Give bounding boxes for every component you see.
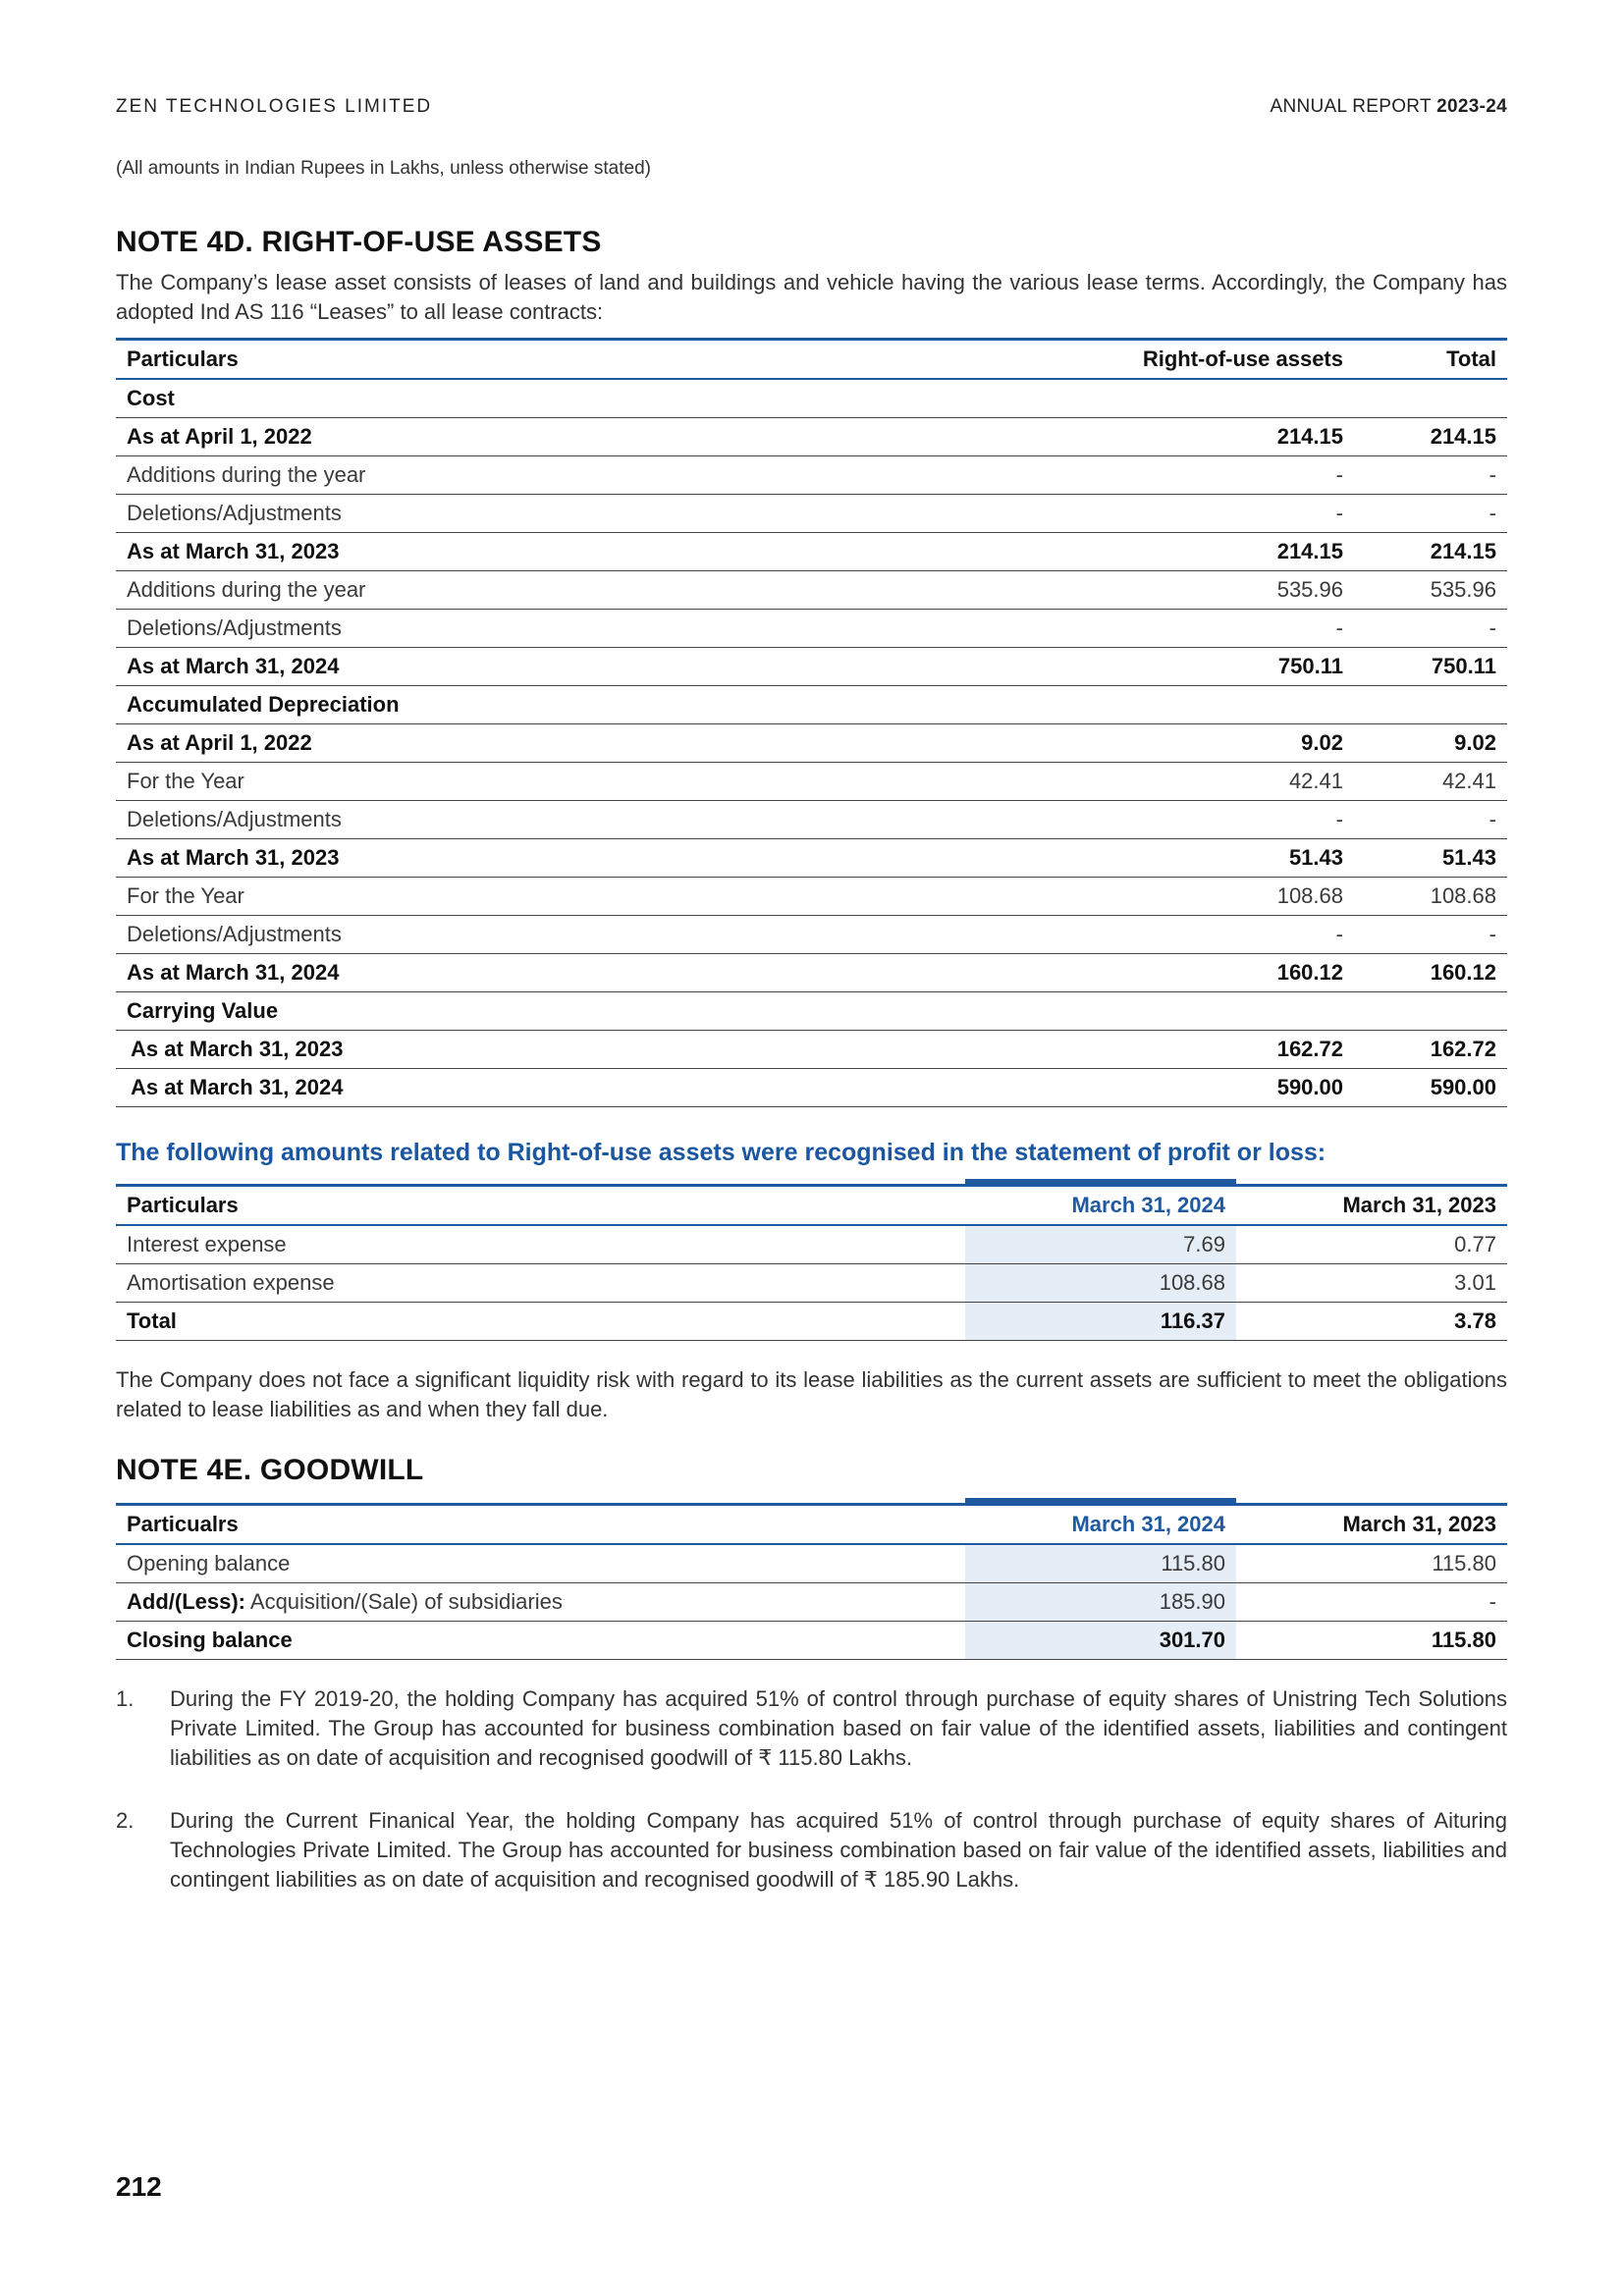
row-total: - (1354, 610, 1507, 648)
row-label (116, 1544, 965, 1583)
row-label: Accumulated Depreciation (116, 686, 975, 724)
row-rou: - (975, 916, 1354, 954)
row-rou: 750.11 (975, 648, 1354, 686)
column-header-particulars: Particulars (116, 1186, 965, 1226)
row-total: 214.15 (1354, 418, 1507, 456)
table-row (116, 801, 1507, 839)
row-label (116, 1583, 965, 1622)
list-item (116, 1806, 1507, 1895)
row-rou: 214.15 (975, 533, 1354, 571)
page-number: 212 (116, 2171, 162, 2202)
row-label-bold: Add/(Less): (127, 1589, 245, 1614)
table-row (116, 1303, 1507, 1341)
row-previous-year: 115.80 (1236, 1622, 1507, 1660)
row-total: 535.96 (1354, 571, 1507, 610)
table-row (116, 1583, 1507, 1622)
row-label: As at April 1, 2022 (116, 418, 975, 456)
list-item-text: During the FY 2019-20, the holding Company has acquired 51% of control through purchase of equity shares of Unistring Tech Solutions Private Limited. The Group has accounted for business combination based on fair value of the identified assets, liabilities and contingent liabilities as on date of acquisition and recognised goodwill of ₹ 115.80 Lakhs. (170, 1686, 1507, 1770)
table-row (116, 1622, 1507, 1660)
column-header-particulars: Particualrs (116, 1505, 965, 1545)
row-label: For the Year (116, 763, 975, 801)
row-previous-year: 3.78 (1236, 1303, 1507, 1341)
column-header-total: Total (1354, 340, 1507, 380)
list-item-index: 2. (116, 1808, 135, 1833)
row-total (1354, 379, 1507, 418)
row-previous-year: 3.01 (1236, 1264, 1507, 1303)
table-row (116, 916, 1507, 954)
row-total: - (1354, 801, 1507, 839)
row-rou: 214.15 (975, 418, 1354, 456)
row-rou: 51.43 (975, 839, 1354, 878)
column-header-previous-year: March 31, 2023 (1236, 1186, 1507, 1226)
table-row (116, 648, 1507, 686)
row-label: As at April 1, 2022 (116, 724, 975, 763)
column-header-previous-year: March 31, 2023 (1236, 1505, 1507, 1545)
note-4d-title: NOTE 4D. RIGHT-OF-USE ASSETS (116, 226, 602, 258)
row-label: As at March 31, 2023 (116, 1031, 975, 1069)
row-label: Deletions/Adjustments (116, 610, 975, 648)
row-label: Additions during the year (116, 571, 975, 610)
page-header (116, 96, 1507, 120)
column-header-particulars: Particulars (116, 340, 975, 380)
table-row (116, 992, 1507, 1031)
row-label-bold: Closing balance (127, 1628, 293, 1652)
row-total: 162.72 (1354, 1031, 1507, 1069)
row-rou: - (975, 456, 1354, 495)
note-4d-intro: The Company’s lease asset consists of leases of land and buildings and vehicle having the various lease terms. Accordingly, the Company has adopted Ind AS 116 “Leases” to all lease contracts: (116, 270, 1507, 324)
pl-table (116, 1184, 1507, 1341)
row-total: 750.11 (1354, 648, 1507, 686)
table-row (116, 878, 1507, 916)
row-previous-year: 115.80 (1236, 1544, 1507, 1583)
table-row (116, 456, 1507, 495)
row-label: Carrying Value (116, 992, 975, 1031)
row-previous-year: 0.77 (1236, 1225, 1507, 1264)
row-current-year: 7.69 (965, 1225, 1236, 1264)
table-row (116, 763, 1507, 801)
row-rou: 162.72 (975, 1031, 1354, 1069)
table-row (116, 839, 1507, 878)
row-label: Deletions/Adjustments (116, 495, 975, 533)
row-label: As at March 31, 2024 (116, 954, 975, 992)
row-label: Interest expense (116, 1225, 965, 1264)
row-rou (975, 379, 1354, 418)
row-rou: - (975, 495, 1354, 533)
row-rou (975, 992, 1354, 1031)
column-header-rou: Right-of-use assets (975, 340, 1354, 380)
pl-heading: The following amounts related to Right-of-use assets were recognised in the statement of profit or loss: (116, 1139, 1326, 1166)
column-header-current-year: March 31, 2024 (965, 1186, 1236, 1226)
row-label: Total (116, 1303, 965, 1341)
row-rou: 9.02 (975, 724, 1354, 763)
table-row (116, 1225, 1507, 1264)
row-label: As at March 31, 2023 (116, 839, 975, 878)
row-label: As at March 31, 2023 (116, 533, 975, 571)
row-rou: 160.12 (975, 954, 1354, 992)
row-rou (975, 686, 1354, 724)
row-label: Additions during the year (116, 456, 975, 495)
row-total: 108.68 (1354, 878, 1507, 916)
row-total (1354, 686, 1507, 724)
column-header-current-year: March 31, 2024 (965, 1505, 1236, 1545)
row-rou: 590.00 (975, 1069, 1354, 1107)
liquidity-note: The Company does not face a significant liquidity risk with regard to its lease liabilities as the current assets are sufficient to meet the obligations related to lease liabilities as and when they fall due. (116, 1367, 1507, 1421)
row-current-year: 185.90 (965, 1583, 1236, 1622)
table-header-row (116, 340, 1507, 380)
row-label: Cost (116, 379, 975, 418)
note-4e-title: NOTE 4E. GOODWILL (116, 1454, 424, 1486)
table-row (116, 1264, 1507, 1303)
row-total: - (1354, 916, 1507, 954)
row-rou: 108.68 (975, 878, 1354, 916)
row-rou: 42.41 (975, 763, 1354, 801)
row-total: - (1354, 495, 1507, 533)
table-row (116, 1544, 1507, 1583)
row-current-year: 108.68 (965, 1264, 1236, 1303)
amounts-note: (All amounts in Indian Rupees in Lakhs, unless otherwise stated) (116, 158, 651, 179)
row-current-year: 301.70 (965, 1622, 1236, 1660)
table-row (116, 954, 1507, 992)
row-label (116, 1622, 965, 1660)
report-year: 2023-24 (1436, 96, 1507, 117)
row-rou: 535.96 (975, 571, 1354, 610)
table-header-row (116, 1186, 1507, 1226)
row-label: As at March 31, 2024 (116, 648, 975, 686)
row-label: As at March 31, 2024 (116, 1069, 975, 1107)
table-row (116, 724, 1507, 763)
row-total: - (1354, 456, 1507, 495)
row-total: 590.00 (1354, 1069, 1507, 1107)
row-label: Deletions/Adjustments (116, 916, 975, 954)
row-current-year: 116.37 (965, 1303, 1236, 1341)
row-total: 214.15 (1354, 533, 1507, 571)
row-total: 51.43 (1354, 839, 1507, 878)
row-label: Deletions/Adjustments (116, 801, 975, 839)
row-label: Amortisation expense (116, 1264, 965, 1303)
rou-assets-table (116, 338, 1507, 1107)
table-row (116, 610, 1507, 648)
row-label-text: Acquisition/(Sale) of subsidiaries (245, 1589, 563, 1614)
report-title (1271, 96, 1507, 118)
list-item-index: 1. (116, 1686, 135, 1711)
row-total: 9.02 (1354, 724, 1507, 763)
row-rou: - (975, 801, 1354, 839)
row-current-year: 115.80 (965, 1544, 1236, 1583)
list-item (116, 1684, 1507, 1773)
table-row (116, 571, 1507, 610)
table-row (116, 686, 1507, 724)
goodwill-notes (116, 1684, 1507, 1928)
table-header-row (116, 1505, 1507, 1545)
row-total (1354, 992, 1507, 1031)
row-previous-year: - (1236, 1583, 1507, 1622)
row-label-text: Opening balance (127, 1551, 291, 1575)
report-label: ANNUAL REPORT (1270, 96, 1432, 117)
table-row (116, 495, 1507, 533)
list-item-text: During the Current Finanical Year, the holding Company has acquired 51% of control through purchase of equity shares of Aituring Technologies Private Limited. The Group has accounted for business combination based on fair value of the identified assets, liabilities and contingent liabilities as on date of acquisition and recognised goodwill of ₹ 185.90 Lakhs. (170, 1808, 1507, 1892)
table-row (116, 533, 1507, 571)
goodwill-table (116, 1503, 1507, 1660)
company-name: ZEN TECHNOLOGIES LIMITED (116, 96, 433, 117)
row-rou: - (975, 610, 1354, 648)
table-row (116, 418, 1507, 456)
table-row (116, 379, 1507, 418)
row-label: For the Year (116, 878, 975, 916)
table-row (116, 1069, 1507, 1107)
row-total: 42.41 (1354, 763, 1507, 801)
table-row (116, 1031, 1507, 1069)
row-total: 160.12 (1354, 954, 1507, 992)
